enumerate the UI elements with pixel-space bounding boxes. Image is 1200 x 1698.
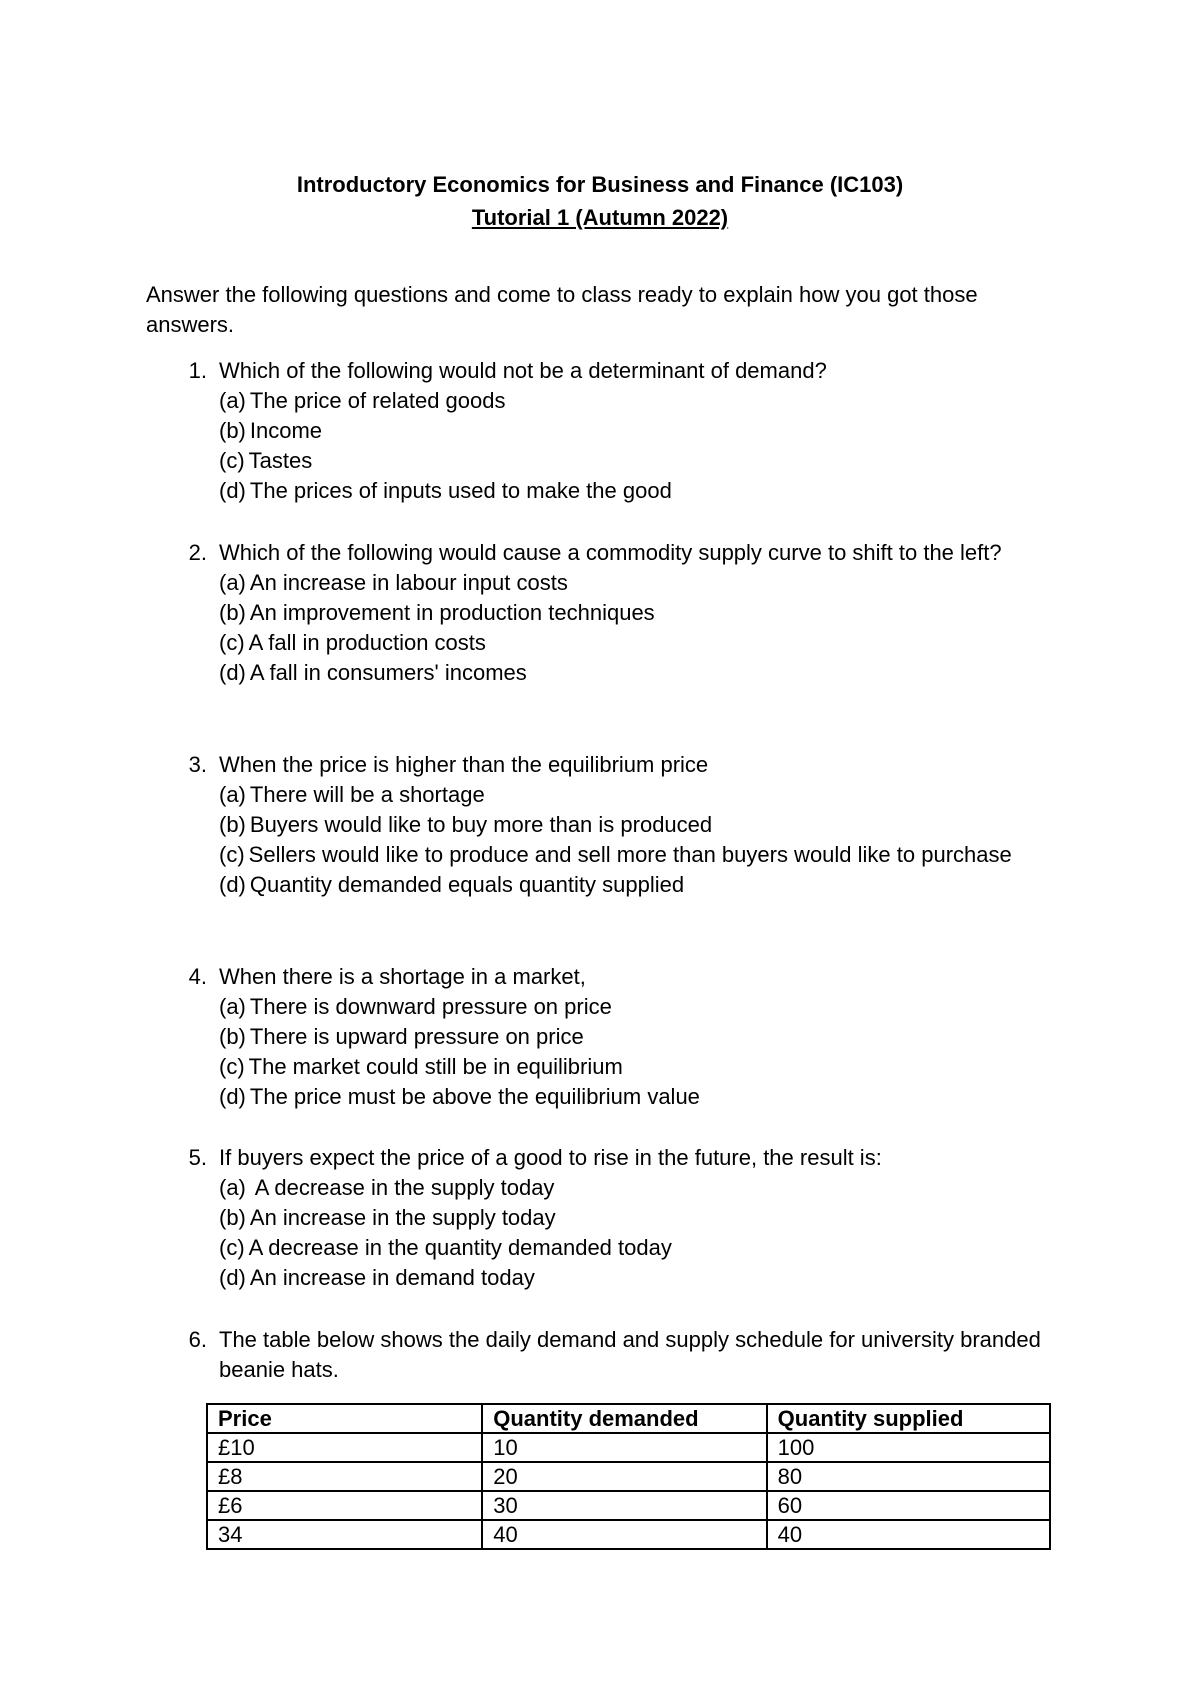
option-letter: (d): [219, 1265, 246, 1290]
question-2: [146, 538, 1066, 688]
quantity-supplied-cell: 80: [767, 1462, 1050, 1491]
option-letter: (b): [219, 600, 246, 625]
option-d: [219, 1082, 1066, 1112]
option-text: Quantity demanded equals quantity supplied: [249, 872, 685, 897]
option-letter: (b): [219, 1205, 246, 1230]
option-text: Sellers would like to produce and sell more than buyers would like to purchase: [248, 842, 1012, 867]
option-text: An increase in demand today: [249, 1265, 535, 1290]
option-text: There is downward pressure on price: [249, 994, 612, 1019]
option-text: An improvement in production techniques: [249, 600, 655, 625]
option-text: Buyers would like to buy more than is produced: [249, 812, 713, 837]
option-text: A decrease in the quantity demanded today: [248, 1235, 672, 1260]
option-letter: (a): [219, 994, 246, 1019]
quantity-demanded-cell: 40: [482, 1520, 766, 1549]
option-letter: (b): [219, 418, 246, 443]
question-number: 2.: [188, 540, 207, 565]
question-number: 6.: [188, 1327, 207, 1352]
quantity-supplied-cell: 60: [767, 1491, 1050, 1520]
option-text: An increase in the supply today: [249, 1205, 556, 1230]
table-row: [207, 1520, 1050, 1549]
option-d: [219, 658, 1066, 688]
option-d: [219, 870, 1066, 900]
option-letter: (c): [219, 1235, 245, 1260]
option-a: [219, 386, 1066, 416]
quantity-demanded-cell: 10: [482, 1433, 766, 1462]
option-c: [219, 840, 1066, 870]
option-letter: (a): [219, 388, 246, 413]
option-a: [219, 780, 1066, 810]
option-c: [219, 446, 1066, 476]
question-text: Which of the following would cause a commodity supply curve to shift to the left?: [219, 540, 1002, 565]
option-text: There will be a shortage: [249, 782, 485, 807]
option-letter: (c): [219, 1054, 245, 1079]
table-header-row: [207, 1404, 1050, 1433]
table-row: [207, 1462, 1050, 1491]
option-text: The prices of inputs used to make the good: [249, 478, 672, 503]
document-subtitle: Tutorial 1 (Autumn 2022): [471, 205, 729, 230]
quantity-demanded-cell: 20: [482, 1462, 766, 1491]
option-letter: (a): [219, 570, 246, 595]
option-b: [219, 598, 1066, 628]
option-letter: (d): [219, 478, 246, 503]
option-b: [219, 810, 1066, 840]
option-letter: (d): [219, 660, 246, 685]
quantity-supplied-cell: 40: [767, 1520, 1050, 1549]
option-c: [219, 1233, 1066, 1263]
question-text: If buyers expect the price of a good to rise in the future, the result is:: [219, 1145, 882, 1170]
instructions: Answer the following questions and come to class ready to explain how you got those answers.: [146, 282, 978, 337]
option-text: The price of related goods: [249, 388, 506, 413]
question-5: [146, 1143, 1066, 1293]
price-cell: 34: [207, 1520, 482, 1549]
option-text: The market could still be in equilibrium: [248, 1054, 623, 1079]
table-row: [207, 1433, 1050, 1462]
table-row: [207, 1491, 1050, 1520]
question-number: 1.: [188, 358, 207, 383]
option-letter: (a): [219, 1175, 246, 1200]
option-d: [219, 476, 1066, 506]
question-3: [146, 750, 1066, 900]
column-header-quantity-supplied: Quantity supplied: [767, 1404, 1050, 1433]
option-text: Tastes: [248, 448, 313, 473]
question-4: [146, 962, 1066, 1112]
question-text: The table below shows the daily demand and supply schedule for university branded beanie hats.: [219, 1327, 1041, 1382]
option-b: [219, 416, 1066, 446]
option-text: Income: [249, 418, 323, 443]
option-letter: (c): [219, 448, 245, 473]
question-number: 4.: [188, 964, 207, 989]
question-1: [146, 356, 1066, 506]
option-d: [219, 1263, 1066, 1293]
quantity-supplied-cell: 100: [767, 1433, 1050, 1462]
price-cell: £10: [207, 1433, 482, 1462]
option-text: There is upward pressure on price: [249, 1024, 584, 1049]
option-letter: (a): [219, 782, 246, 807]
column-header-quantity-demanded: Quantity demanded: [482, 1404, 766, 1433]
document-title: Introductory Economics for Business and Finance (IC103): [296, 172, 904, 197]
option-text: A fall in consumers' incomes: [249, 660, 527, 685]
option-letter: (c): [219, 630, 245, 655]
question-text: When there is a shortage in a market,: [219, 964, 586, 989]
question-6: [146, 1325, 1066, 1385]
demand-supply-table: [206, 1403, 1051, 1550]
option-letter: (d): [219, 872, 246, 897]
price-cell: £8: [207, 1462, 482, 1491]
option-a: [219, 568, 1066, 598]
question-number: 3.: [188, 752, 207, 777]
option-text: An increase in labour input costs: [249, 570, 568, 595]
option-letter: (d): [219, 1084, 246, 1109]
option-c: [219, 628, 1066, 658]
question-text: When the price is higher than the equilibrium price: [219, 752, 709, 777]
option-text: A decrease in the supply today: [249, 1175, 555, 1200]
option-letter: (b): [219, 1024, 246, 1049]
question-number: 5.: [188, 1145, 207, 1170]
option-text: A fall in production costs: [248, 630, 486, 655]
option-a: [219, 1173, 1066, 1203]
column-header-price: Price: [207, 1404, 482, 1433]
option-a: [219, 992, 1066, 1022]
quantity-demanded-cell: 30: [482, 1491, 766, 1520]
option-text: The price must be above the equilibrium value: [249, 1084, 700, 1109]
option-b: [219, 1022, 1066, 1052]
question-text: Which of the following would not be a determinant of demand?: [219, 358, 827, 383]
option-letter: (b): [219, 812, 246, 837]
option-letter: (c): [219, 842, 245, 867]
option-b: [219, 1203, 1066, 1233]
price-cell: £6: [207, 1491, 482, 1520]
option-c: [219, 1052, 1066, 1082]
